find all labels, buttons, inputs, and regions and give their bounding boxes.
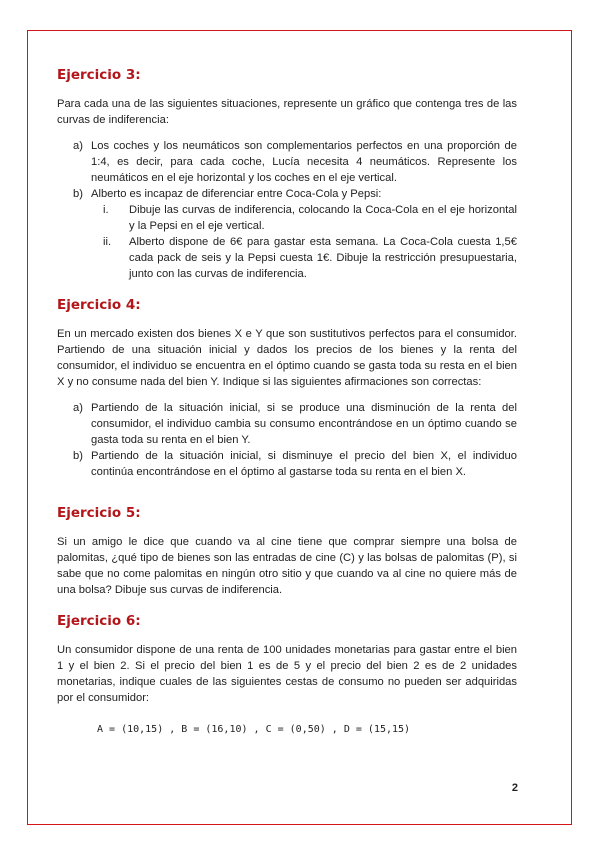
- exercise-5-text: Si un amigo le dice que cuando va al cine tiene que comprar siempre una bolsa de palomitas, ¿qué tipo de bienes son las entradas de cine (C) y las bolsas de palomitas (P), si sabe que no come palomitas en ningún otro sitio y que cuando va al cine no quiere más de una bolsa? Dibuje sus curvas de indiferencia.: [57, 536, 517, 596]
- document-content: [57, 66, 517, 752]
- exercise-3-sublist: [91, 202, 517, 282]
- page-number: 2: [511, 782, 518, 794]
- exercise-3-title: Ejercicio 3:: [57, 67, 141, 83]
- exercise-3-intro: Para cada una de las siguientes situaciones, represente un gráfico que contenga tres de las curvas de indiferencia:: [57, 98, 517, 126]
- list-item: [57, 400, 517, 448]
- sublist-item-text: Dibuje las curvas de indiferencia, colocando la Coca-Cola en el eje horizontal y la Pepsi en el eje vertical.: [129, 204, 517, 232]
- exercise-5-title: Ejercicio 5:: [57, 505, 141, 521]
- list-item-text: Alberto es incapaz de diferenciar entre Coca-Cola y Pepsi:: [91, 188, 382, 200]
- exercise-4-list: [57, 400, 517, 480]
- list-item: [57, 186, 517, 282]
- list-item-label: b): [73, 450, 83, 462]
- list-item-text: Partiendo de la situación inicial, si se produce una disminución de la renta del consumidor, el individuo cambia su consumo encontrándose en un óptimo cuando se gasta toda su renta en el bien Y.: [91, 402, 517, 446]
- sublist-item: [91, 202, 517, 234]
- list-item-label: b): [73, 188, 83, 200]
- list-item-text: Partiendo de la situación inicial, si disminuye el precio del bien X, el individuo continúa encontrándose en el óptimo al gastarse toda su renta en el bien X.: [91, 450, 517, 478]
- list-item: [57, 448, 517, 480]
- sublist-item-label: ii.: [103, 236, 112, 248]
- sublist-item-label: i.: [103, 204, 109, 216]
- sublist-item: [91, 234, 517, 282]
- exercise-5: [57, 504, 517, 598]
- list-item-label: a): [73, 140, 83, 152]
- sublist-item-text: Alberto dispone de 6€ para gastar esta semana. La Coca-Cola cuesta 1,5€ cada pack de seis y la Pepsi cuesta 1€. Dibuje la restricción presupuestaria, junto con las curvas de indiferencia.: [129, 236, 517, 280]
- list-item: [57, 138, 517, 186]
- exercise-3-list: [57, 138, 517, 282]
- exercise-3: [57, 66, 517, 282]
- exercise-4: [57, 296, 517, 480]
- list-item-text: Los coches y los neumáticos son complementarios perfectos en una proporción de 1:4, es decir, para cada coche, Lucía necesita 4 neumáticos. Represente los neumáticos en el eje horizontal y los coches en el eje vertical.: [91, 140, 517, 184]
- exercise-6: [57, 612, 517, 738]
- exercise-4-title: Ejercicio 4:: [57, 297, 141, 313]
- list-item-label: a): [73, 402, 83, 414]
- exercise-4-intro: En un mercado existen dos bienes X e Y que son sustitutivos perfectos para el consumidor. Partiendo de una situación inicial y dados los precios de los bienes y la renta del consumidor, el individuo se encuentra en el óptimo cuando se gasta toda su resta en el bien X y no consume nada del bien Y. Indique si las siguientes afirmaciones son correctas:: [57, 328, 517, 388]
- exercise-6-text: Un consumidor dispone de una renta de 100 unidades monetarias para gastar entre el bien 1 y el bien 2. Si el precio del bien 1 es de 5 y el precio del bien 2 es de 2 unidades monetarias, indique cuales de las siguientes cestas de consumo no pueden ser adquiridas por el consumidor:: [57, 644, 517, 704]
- exercise-6-title: Ejercicio 6:: [57, 613, 141, 629]
- consumption-baskets: A = (10,15) , B = (16,10) , C = (0,50) , D = (15,15): [97, 724, 411, 735]
